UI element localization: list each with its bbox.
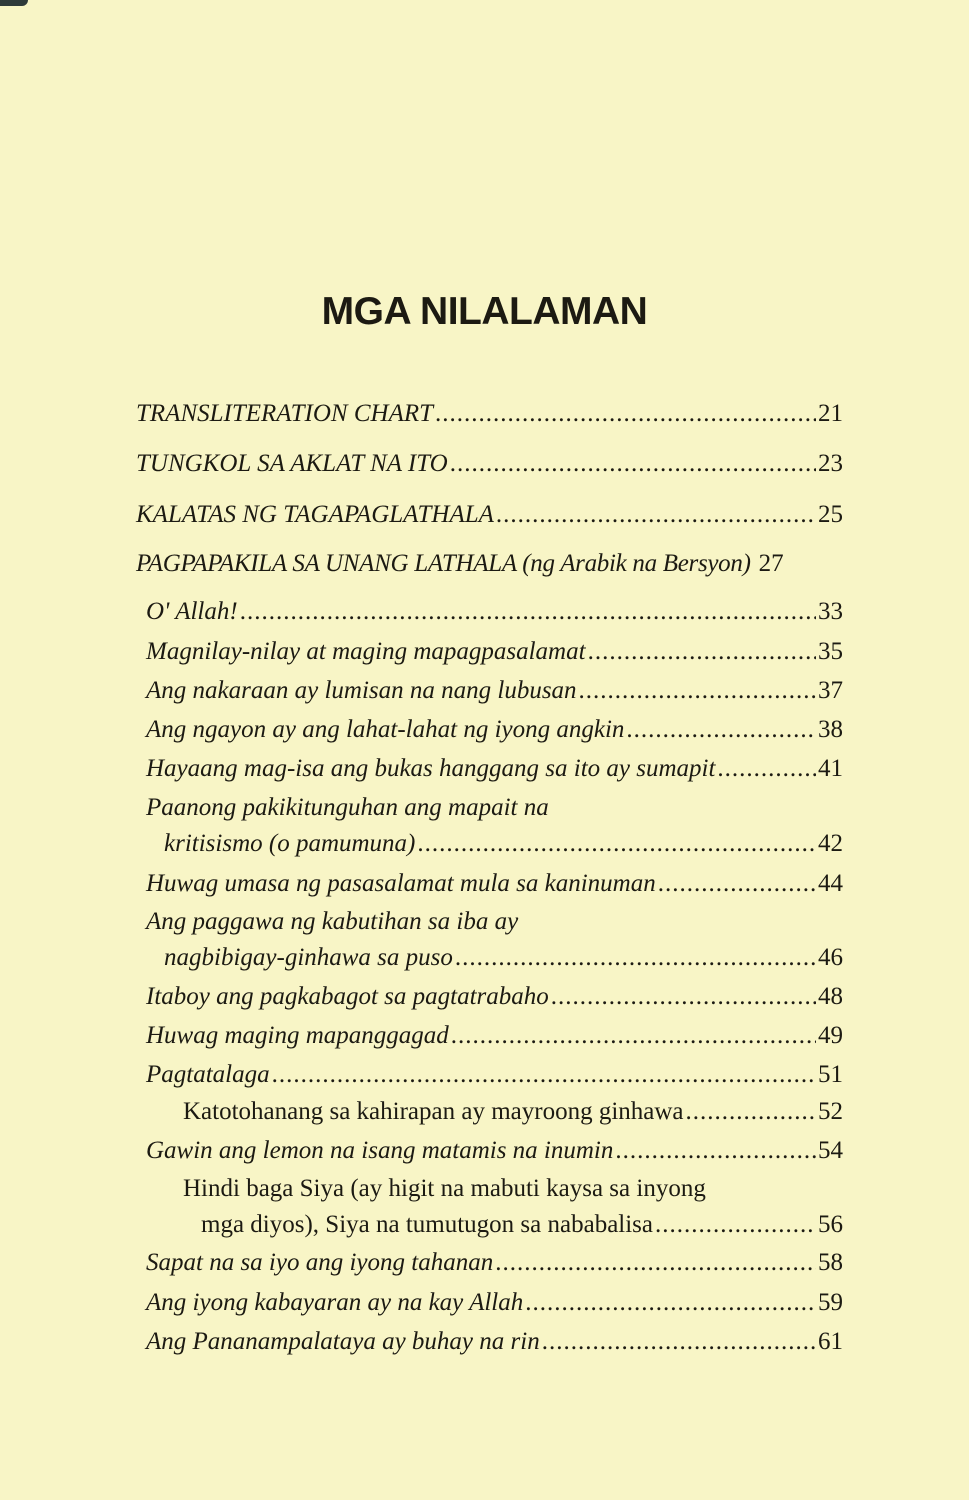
toc-entry-text: Katotohanang sa kahirapan ay mayroong ginhawa <box>183 1098 684 1125</box>
dot-leader <box>272 1060 816 1090</box>
toc-page-number: 27 <box>758 550 784 577</box>
toc-entry-lemon <box>146 1136 843 1166</box>
toc-entry-transliteration-chart <box>136 399 843 429</box>
toc-page-number: 41 <box>818 755 843 782</box>
toc-entry-paggawa-line1: Ang paggawa ng kabutihan sa iba ay <box>146 908 519 935</box>
toc-page-number: 61 <box>818 1328 843 1355</box>
toc-page-number: 25 <box>818 501 843 528</box>
toc-entry-text: PAGPAPAKILA SA UNANG LATHALA (ng Arabik na Bersyon) <box>136 550 751 577</box>
toc-page-number: 38 <box>818 716 843 743</box>
toc-entry-pananampalataya <box>146 1327 843 1357</box>
dot-leader <box>417 829 816 859</box>
dot-leader <box>496 500 816 530</box>
toc-page-number: 46 <box>818 944 843 971</box>
dot-leader <box>240 597 816 627</box>
toc-entry-tahanan <box>146 1248 843 1278</box>
toc-entry-text: kritisismo (o pamumuna) <box>164 830 416 857</box>
toc-entry-hindi-baga <box>201 1210 843 1240</box>
toc-page-number: 21 <box>818 400 843 427</box>
toc-entry-kalatas <box>136 500 843 530</box>
dot-leader <box>525 1288 816 1318</box>
toc-entry-text: TRANSLITERATION CHART <box>136 400 434 427</box>
toc-entry-hindi-baga-line1: Hindi baga Siya (ay higit na mabuti kaysa sa inyong <box>183 1175 706 1202</box>
toc-entry-text: KALATAS NG TAGAPAGLATHALA <box>136 501 494 528</box>
toc-entry-text: Hayaang mag-isa ang bukas hanggang sa ito ay sumapit <box>146 755 716 782</box>
toc-page-number: 59 <box>818 1289 843 1316</box>
dot-leader <box>717 754 816 784</box>
toc-entry-hayaang <box>146 754 843 784</box>
toc-entry-text: mga diyos), Siya na tumutugon sa nababalisa <box>201 1211 654 1238</box>
dot-leader <box>435 399 816 429</box>
toc-entry-pagtatalaga <box>146 1060 843 1090</box>
dot-leader <box>455 943 816 973</box>
toc-entry-paggawa <box>164 943 843 973</box>
toc-entry-nakaraan <box>146 676 843 706</box>
dot-leader <box>626 715 816 745</box>
toc-entry-paanong <box>164 829 843 859</box>
toc-page-number: 42 <box>818 830 843 857</box>
toc-page-number: 33 <box>818 598 843 625</box>
toc-entry-text: Magnilay-nilay at maging mapagpasalamat <box>146 638 586 665</box>
toc-page-number: 48 <box>818 983 843 1010</box>
toc-page-number: 54 <box>818 1137 843 1164</box>
dot-leader <box>579 676 816 706</box>
toc-entry-text: Huwag maging mapanggagad <box>146 1022 449 1049</box>
toc-entry-tungkol <box>136 449 843 479</box>
toc-page-number: 56 <box>818 1211 843 1238</box>
toc-entry-text: Huwag umasa ng pasasalamat mula sa kaninuman <box>146 870 656 897</box>
toc-entry-magnilay <box>146 637 843 667</box>
toc-page-number: 58 <box>818 1249 843 1276</box>
toc-page-number: 52 <box>818 1098 843 1125</box>
toc-entry-text: nagbibigay-ginhawa sa puso <box>164 944 453 971</box>
toc-page-number: 44 <box>818 870 843 897</box>
dot-leader <box>588 637 816 667</box>
dot-leader <box>615 1136 816 1166</box>
toc-entry-text: Ang Pananampalataya ay buhay na rin <box>146 1328 540 1355</box>
dot-leader <box>686 1097 816 1127</box>
toc-entry-mapanggagad <box>146 1021 843 1051</box>
toc-entry-text: Ang ngayon ay ang lahat-lahat ng iyong angkin <box>146 716 625 743</box>
toc-entry-text: TUNGKOL SA AKLAT NA ITO <box>136 450 448 477</box>
page-title: MGA NILALAMAN <box>321 290 648 333</box>
toc-entry-text: Itaboy ang pagkabagot sa pagtatrabaho <box>146 983 549 1010</box>
toc-entry-text: Ang iyong kabayaran ay na kay Allah <box>146 1289 524 1316</box>
toc-entry-text: O' Allah! <box>146 598 238 625</box>
dot-leader <box>551 982 816 1012</box>
toc-entry-itaboy <box>146 982 843 1012</box>
dot-leader <box>542 1327 816 1357</box>
toc-entry-huwag-umasa <box>146 869 843 899</box>
dot-leader <box>450 449 816 479</box>
toc-page-number: 49 <box>818 1022 843 1049</box>
dot-leader <box>495 1248 816 1278</box>
toc-entry-pagpapakila <box>136 549 843 579</box>
toc-page-number: 37 <box>818 677 843 704</box>
toc-page-number: 51 <box>818 1061 843 1088</box>
toc-entry-ngayon <box>146 715 843 745</box>
toc-entry-text: Gawin ang lemon na isang matamis na inumin <box>146 1137 614 1164</box>
dot-leader <box>658 869 816 899</box>
toc-page-number: 35 <box>818 638 843 665</box>
dot-leader <box>655 1210 816 1240</box>
toc-entry-text: Ang nakaraan ay lumisan na nang lubusan <box>146 677 577 704</box>
toc-entry-paanong-line1: Paanong pakikitunguhan ang mapait na <box>146 794 549 821</box>
toc-entry-o-allah <box>146 597 843 627</box>
toc-entry-text: Pagtatalaga <box>146 1061 270 1088</box>
toc-entry-katotohanang <box>183 1097 843 1127</box>
toc-page-number: 23 <box>818 450 843 477</box>
dot-leader <box>451 1021 816 1051</box>
toc-entry-text: Sapat na sa iyo ang iyong tahanan <box>146 1249 494 1276</box>
toc-entry-kabayaran <box>146 1288 843 1318</box>
